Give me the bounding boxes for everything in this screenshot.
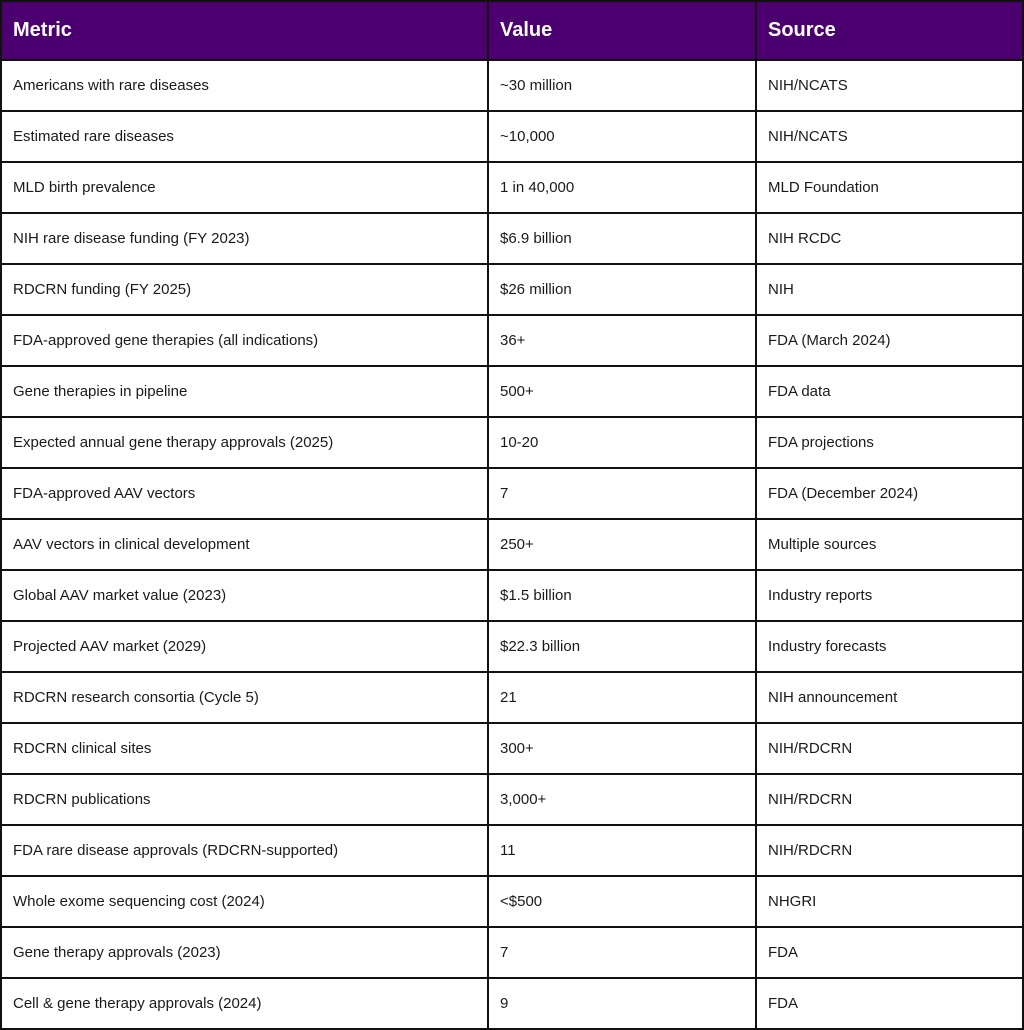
table-row	[1, 162, 1023, 213]
metric-cell: AAV vectors in clinical development	[1, 519, 488, 570]
value-cell: 1 in 40,000	[488, 162, 756, 213]
value-cell: 3,000+	[488, 774, 756, 825]
table-row	[1, 927, 1023, 978]
table-row	[1, 264, 1023, 315]
table-row	[1, 570, 1023, 621]
table-row	[1, 672, 1023, 723]
table-row	[1, 774, 1023, 825]
source-cell: NIH/NCATS	[756, 60, 1023, 111]
source-cell: FDA projections	[756, 417, 1023, 468]
value-cell: 11	[488, 825, 756, 876]
value-cell: 10-20	[488, 417, 756, 468]
metric-cell: Gene therapy approvals (2023)	[1, 927, 488, 978]
source-cell: NIH announcement	[756, 672, 1023, 723]
metric-cell: RDCRN publications	[1, 774, 488, 825]
table-row	[1, 366, 1023, 417]
table-row	[1, 417, 1023, 468]
column-header-metric: Metric	[1, 1, 488, 60]
source-cell: MLD Foundation	[756, 162, 1023, 213]
value-cell: $22.3 billion	[488, 621, 756, 672]
value-cell: 300+	[488, 723, 756, 774]
table-row	[1, 825, 1023, 876]
metric-cell: Gene therapies in pipeline	[1, 366, 488, 417]
table-header-row	[1, 1, 1023, 60]
source-cell: FDA	[756, 927, 1023, 978]
table-row	[1, 621, 1023, 672]
source-cell: Industry forecasts	[756, 621, 1023, 672]
source-cell: NIH	[756, 264, 1023, 315]
value-cell: 250+	[488, 519, 756, 570]
value-cell: 9	[488, 978, 756, 1029]
source-cell: NHGRI	[756, 876, 1023, 927]
metric-cell: Expected annual gene therapy approvals (2025)	[1, 417, 488, 468]
metric-cell: MLD birth prevalence	[1, 162, 488, 213]
metric-cell: FDA-approved AAV vectors	[1, 468, 488, 519]
source-cell: Industry reports	[756, 570, 1023, 621]
value-cell: ~10,000	[488, 111, 756, 162]
metric-cell: RDCRN clinical sites	[1, 723, 488, 774]
metric-cell: Americans with rare diseases	[1, 60, 488, 111]
metric-cell: Global AAV market value (2023)	[1, 570, 488, 621]
source-cell: NIH/RDCRN	[756, 723, 1023, 774]
metric-cell: Estimated rare diseases	[1, 111, 488, 162]
metric-cell: NIH rare disease funding (FY 2023)	[1, 213, 488, 264]
value-cell: $26 million	[488, 264, 756, 315]
column-header-value: Value	[488, 1, 756, 60]
value-cell: 7	[488, 927, 756, 978]
table-row	[1, 978, 1023, 1029]
source-cell: NIH RCDC	[756, 213, 1023, 264]
metric-cell: RDCRN funding (FY 2025)	[1, 264, 488, 315]
value-cell: $6.9 billion	[488, 213, 756, 264]
value-cell: $1.5 billion	[488, 570, 756, 621]
table-row	[1, 723, 1023, 774]
metric-cell: Whole exome sequencing cost (2024)	[1, 876, 488, 927]
table-row	[1, 213, 1023, 264]
table-row	[1, 60, 1023, 111]
value-cell: <$500	[488, 876, 756, 927]
source-cell: NIH/RDCRN	[756, 774, 1023, 825]
metric-cell: Projected AAV market (2029)	[1, 621, 488, 672]
metric-cell: Cell & gene therapy approvals (2024)	[1, 978, 488, 1029]
table-body	[1, 60, 1023, 1029]
table-row	[1, 111, 1023, 162]
source-cell: FDA	[756, 978, 1023, 1029]
value-cell: 21	[488, 672, 756, 723]
value-cell: ~30 million	[488, 60, 756, 111]
source-cell: FDA (March 2024)	[756, 315, 1023, 366]
metric-cell: FDA rare disease approvals (RDCRN-supported)	[1, 825, 488, 876]
table-row	[1, 876, 1023, 927]
source-cell: FDA (December 2024)	[756, 468, 1023, 519]
source-cell: FDA data	[756, 366, 1023, 417]
table-row	[1, 468, 1023, 519]
value-cell: 500+	[488, 366, 756, 417]
source-cell: Multiple sources	[756, 519, 1023, 570]
source-cell: NIH/RDCRN	[756, 825, 1023, 876]
table-row	[1, 519, 1023, 570]
table-row	[1, 315, 1023, 366]
column-header-source: Source	[756, 1, 1023, 60]
value-cell: 36+	[488, 315, 756, 366]
metric-cell: RDCRN research consortia (Cycle 5)	[1, 672, 488, 723]
metric-cell: FDA-approved gene therapies (all indications)	[1, 315, 488, 366]
source-cell: NIH/NCATS	[756, 111, 1023, 162]
value-cell: 7	[488, 468, 756, 519]
